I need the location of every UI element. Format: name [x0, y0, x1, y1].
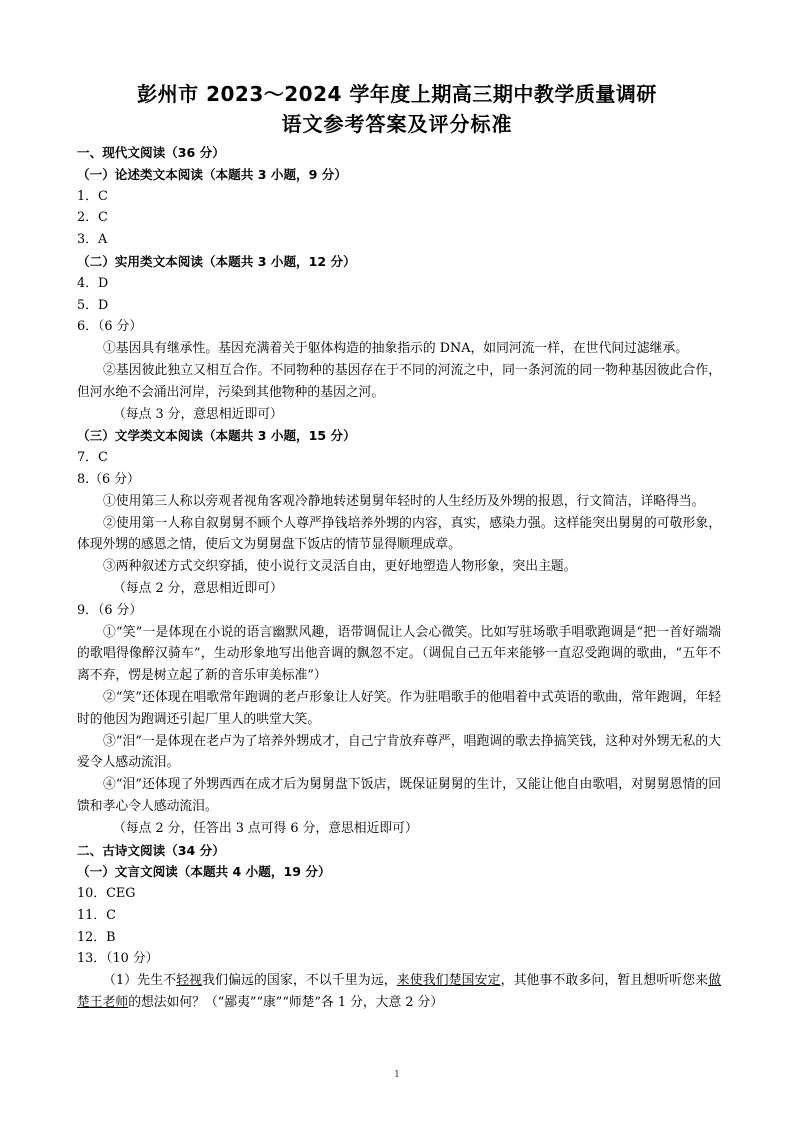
answer-content [77, 142, 721, 1014]
page-number: 1 [394, 1070, 400, 1080]
answer-item: 8.（6 分） [77, 471, 140, 487]
answer-item: 13．（10 分） [77, 951, 159, 967]
answer-paragraph: ④“泪”还体现了外甥西西在成才后为舅舅盘下饭店，既保证舅舅的生计，又能让他自由歌唱，对舅舅恩情的回馈和孝心令人感动流泪。 [77, 777, 721, 814]
scoring-note: （每点 2 分，意思相近即可） [113, 580, 283, 596]
answer-paragraph: ①使用第三人称以旁观者视角客观冷静地转述舅舅年轻时的人生经历及外甥的报恩，行文简洁，详略得当。 [103, 493, 705, 509]
answer-paragraph: ②基因彼此独立又相互合作。不同物种的基因存在于不同的河流之中，同一条河流的同一物种基因彼此合作，但河水绝不会涌出河岸，污染到其他物种的基因之河。 [77, 362, 721, 400]
section-heading: 一、现代文阅读（36 分） [77, 145, 225, 160]
answer-item: 12．B [77, 929, 116, 945]
subsection-heading: （一）论述类文本阅读（本题共 3 小题，9 分） [77, 166, 347, 182]
underlined-keyword: 做楚王老师 [77, 973, 722, 1011]
answer-item: 7．C [77, 450, 108, 466]
subsection-heading: （一）文言文阅读（本题共 4 小题，19 分） [77, 864, 331, 880]
text-span: 的想法如何？（“鄙夷”“康”“师楚”各 1 分，大意 2 分） [128, 995, 444, 1011]
answer-item: 10．CEG [77, 886, 136, 902]
answer-paragraph: ①基因具有继承性。基因充满着关于躯体构造的抽象指示的 DNA，如同河流一样，在世代间过滤继承。 [103, 341, 689, 357]
answer-item: 9．（6 分） [77, 602, 143, 618]
text-span: ，其他事不敢多问，暂且想听听您来 [500, 973, 709, 989]
document-subtitle: 语文参考答案及评分标准 [281, 112, 513, 136]
scoring-note: （每点 2 分，任答出 3 点可得 6 分，意思相近即可） [113, 820, 418, 836]
underlined-keyword: 来使我们楚国安定 [396, 973, 501, 989]
subsection-heading: （二）实用类文本阅读（本题共 3 小题，12 分） [77, 253, 356, 269]
section-heading: 二、古诗文阅读（34 分） [77, 842, 225, 858]
text-span: （1）先生不 [103, 973, 177, 989]
answer-paragraph: ②“笑”还体现在唱歌常年跑调的老卢形象让人好笑。作为驻唱歌手的他唱着中式英语的歌曲，常年跑调，年轻时的他因为跑调还引起厂里人的哄堂大笑。 [77, 689, 721, 727]
document-title: 彭州市 2023～2024 学年度上期高三期中教学质量调研 [137, 82, 657, 106]
text-span: 我们偏远的国家，不以千里为远， [202, 973, 397, 989]
subsection-heading: （三）文学类文本阅读（本题共 3 小题，15 分） [77, 428, 356, 444]
answer-paragraph: ①“笑”一是体现在小说的语言幽默风趣，语带调侃让人会心微笑。比如写驻场歌手唱歌跑调是“把一首好端端的歌唱得像醉汉骑车”，生动形象地写出他音调的飘忽不定。（调侃自己五年来能够一直忍受跑调的歌曲，“五年不离不弃，愣是树立起了新的音乐审美标准”） [77, 624, 721, 684]
answer-paragraph: ③“泪”一是体现在老卢为了培养外甥成才，自己宁肯放弃尊严，唱跑调的歌去挣搞笑钱，这种对外甥无私的大爱令人感动流泪。 [77, 733, 721, 771]
underlined-keyword: 轻视 [176, 973, 203, 989]
answer-item: 11．C [77, 907, 116, 923]
answer-item: 6．（6 分） [77, 319, 143, 335]
answer-paragraph: ②使用第一人称自叙舅舅不顾个人尊严挣钱培养外甥的内容，真实，感染力强。这样能突出舅舅的可敬形象，体现外甥的感恩之情，使后文为舅舅盘下饭店的情节显得顺理成章。 [77, 515, 721, 553]
answer-item: 3．A [77, 232, 108, 248]
scoring-note: （每点 3 分，意思相近即可） [113, 406, 283, 422]
answer-item: 2．C [77, 210, 108, 226]
answer-paragraph [77, 970, 721, 1014]
answer-item: 5．D [77, 297, 109, 313]
answer-item: 1．C [77, 188, 108, 204]
answer-paragraph: ③两种叙述方式交织穿插，使小说行文灵活自由，更好地塑造人物形象，突出主题。 [103, 559, 577, 575]
answer-item: 4．D [77, 275, 109, 291]
